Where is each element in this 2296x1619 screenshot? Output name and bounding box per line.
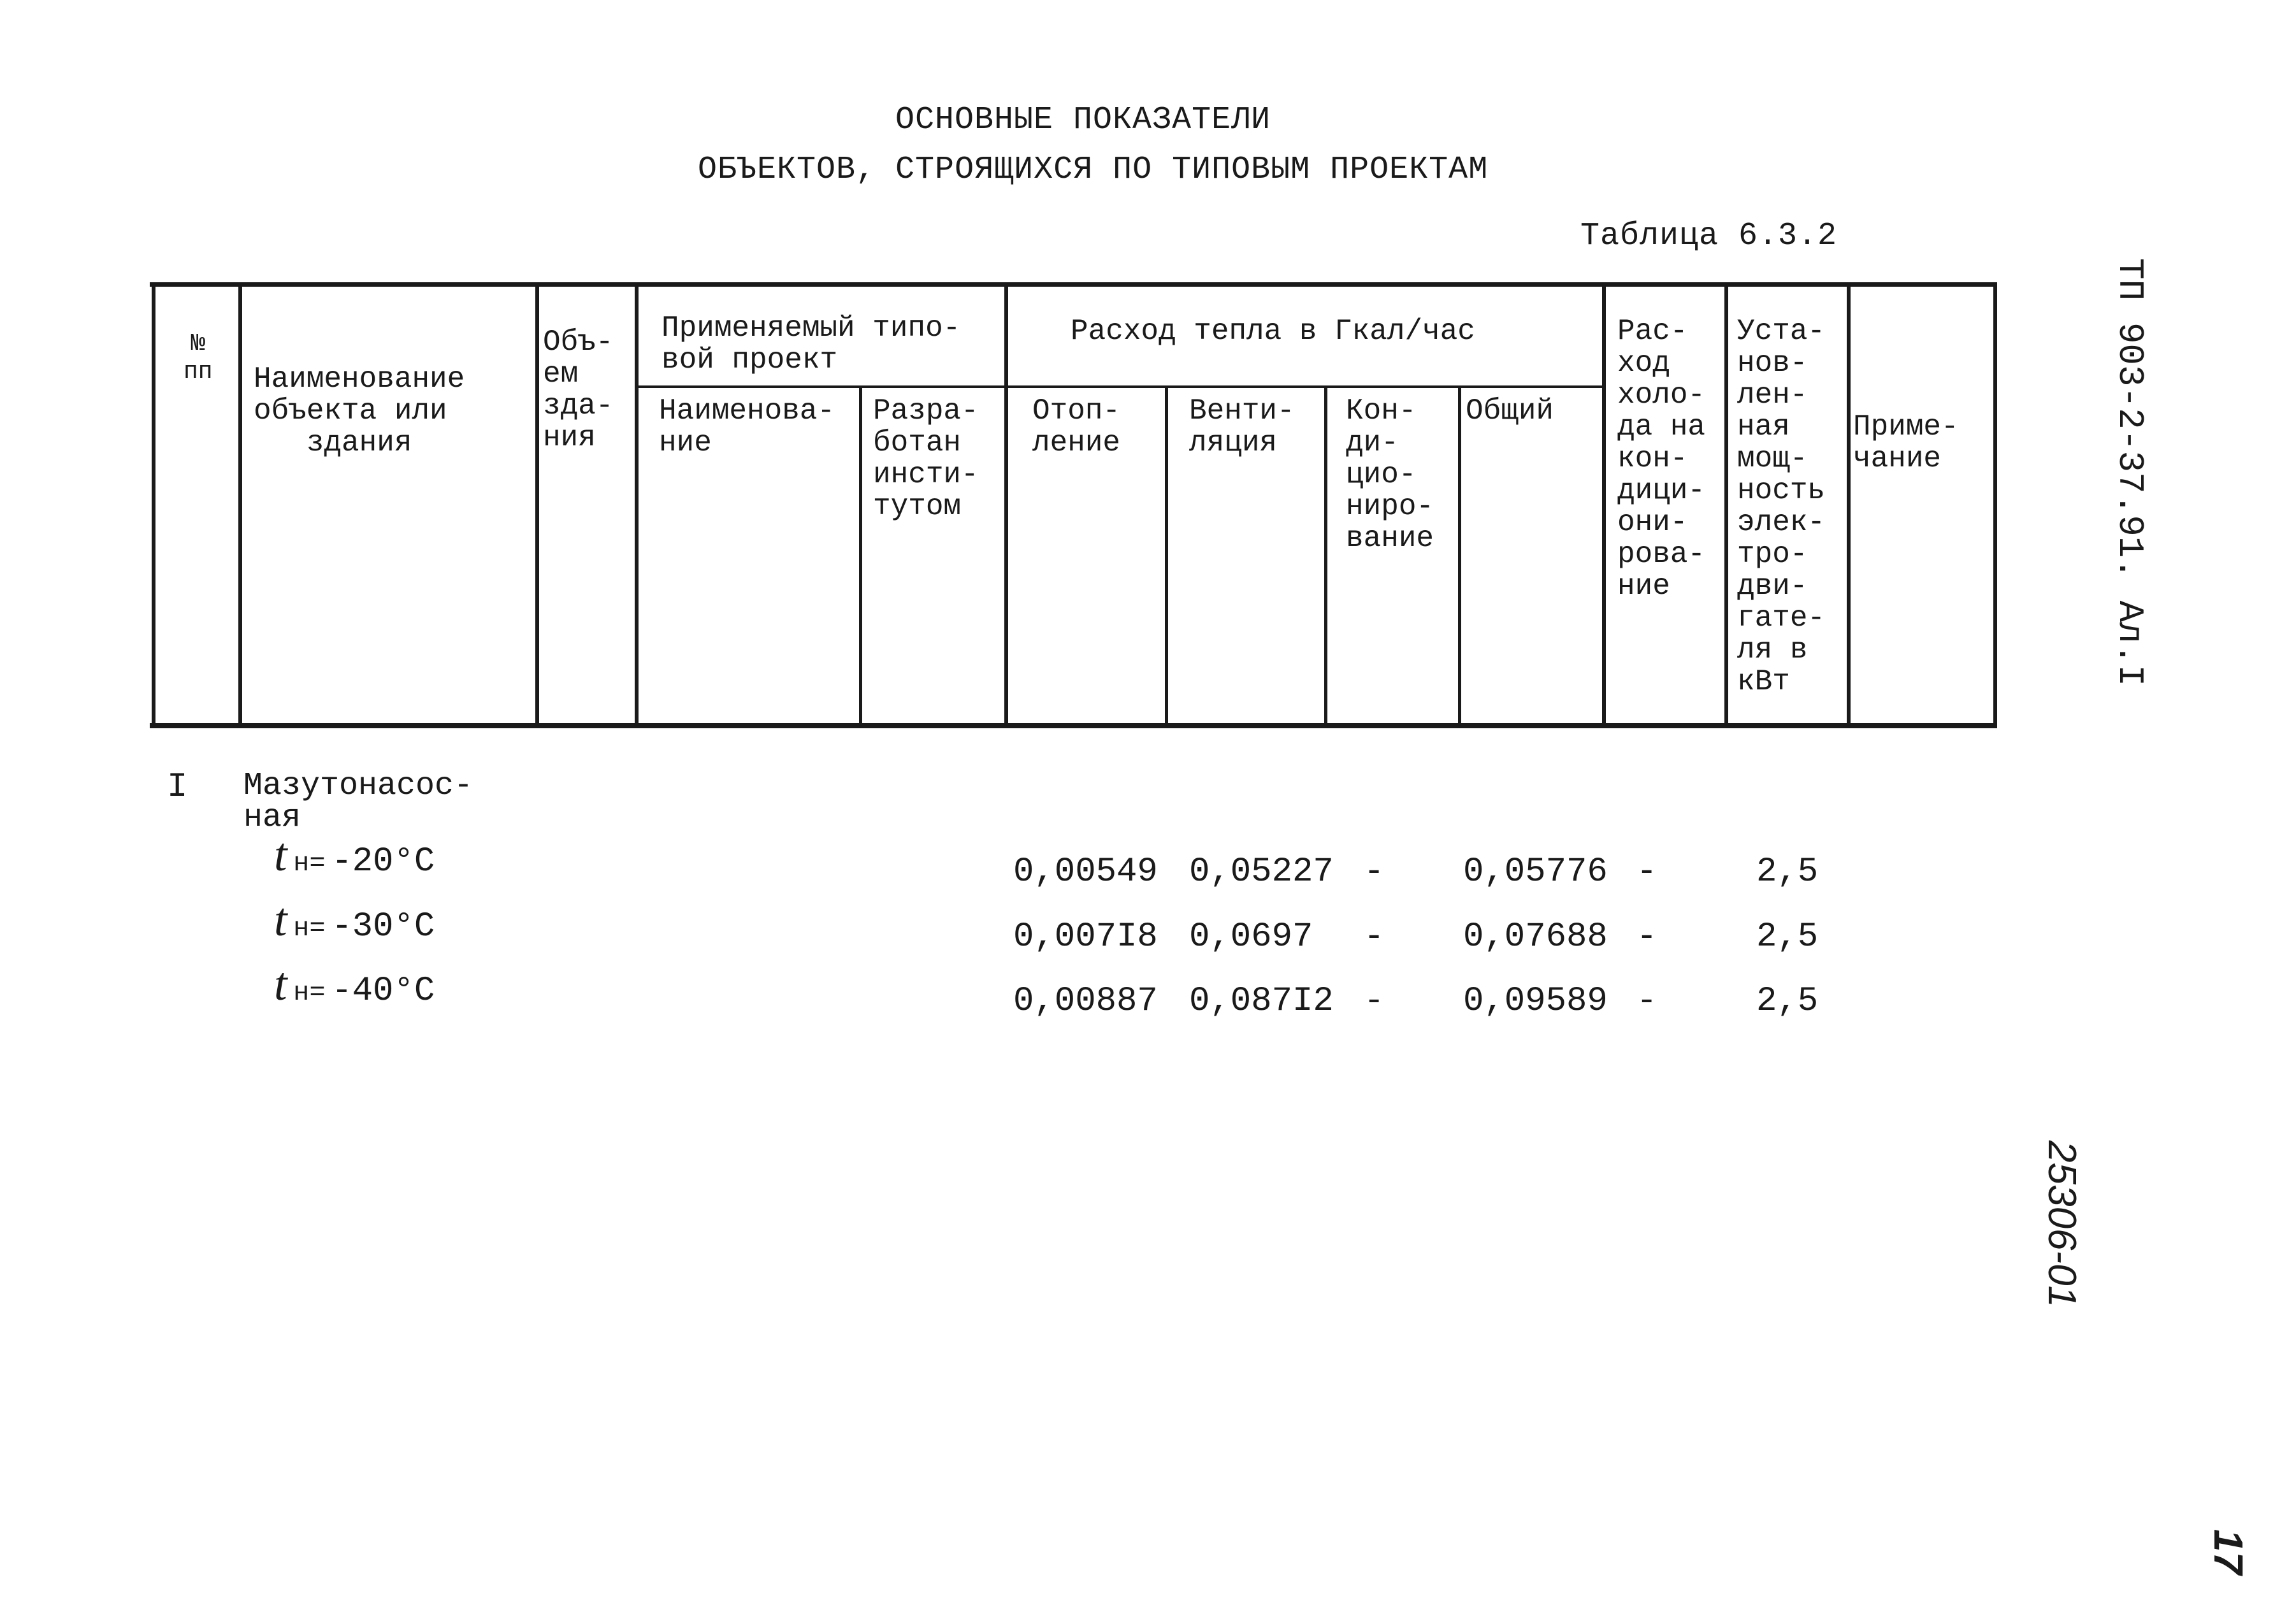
header-heat-consumption: Расход тепла в Гкал/час — [1071, 315, 1475, 348]
temperature-value: -30°С — [331, 907, 435, 946]
header-project-name: Наименова- ние — [659, 394, 835, 459]
side-document-code: ТП 903-2-37.91. Ал.I — [2109, 258, 2150, 687]
col-border-11 — [1847, 282, 1851, 728]
col-border-4 — [859, 385, 862, 728]
power-value: 2,5 — [1756, 917, 1819, 956]
table-header-bottom-border — [150, 723, 1996, 728]
temperature-symbol: t — [274, 958, 287, 1011]
temperature-subscript: н= — [293, 848, 326, 879]
col-border-9 — [1602, 282, 1606, 728]
col-border-8 — [1458, 385, 1461, 728]
header-heating: Отоп- ление — [1032, 394, 1121, 459]
temperature-label — [274, 958, 435, 1012]
object-name-line1: Мазутонасос- — [243, 768, 473, 804]
conditioning-value: - — [1364, 982, 1385, 1021]
col-border-5 — [1004, 282, 1008, 728]
temperature-value: -40°С — [331, 972, 435, 1011]
temperature-label — [274, 828, 435, 882]
cold-value: - — [1636, 982, 1657, 1021]
total-value: 0,07688 — [1463, 917, 1608, 956]
header-conditioning: Кон- ди- цио- ниро- вание — [1346, 394, 1434, 555]
col-border-1 — [238, 282, 242, 728]
power-value: 2,5 — [1756, 982, 1819, 1021]
temperature-value: -20°С — [331, 842, 435, 881]
object-number: I — [167, 768, 188, 807]
header-project-developer: Разра- ботан инсти- тутом — [873, 394, 979, 523]
ventilation-value: 0,05227 — [1189, 853, 1334, 891]
temperature-symbol: t — [274, 894, 287, 946]
subheader-divider-project — [636, 385, 1006, 388]
header-volume: Объ- ем зда- ния — [543, 326, 614, 454]
header-object-name: Наименование объекта или здания — [254, 363, 465, 459]
header-ventilation: Венти- ляция — [1189, 394, 1295, 459]
document-title-line1: ОСНОВНЫЕ ПОКАЗАТЕЛИ — [895, 102, 1271, 138]
temperature-label — [274, 893, 435, 947]
heating-value: 0,00549 — [1013, 853, 1158, 891]
total-value: 0,09589 — [1463, 982, 1608, 1021]
page-number: 17 — [2206, 1529, 2251, 1575]
power-value: 2,5 — [1756, 853, 1819, 891]
ventilation-value: 0,0697 — [1189, 917, 1313, 956]
temperature-symbol: t — [274, 829, 287, 881]
heating-value: 0,00887 — [1013, 982, 1158, 1021]
ventilation-value: 0,087I2 — [1189, 982, 1334, 1021]
col-border-7 — [1324, 385, 1327, 728]
side-inventory-number: 25306-01 — [2040, 1140, 2084, 1308]
cold-value: - — [1636, 917, 1657, 956]
subheader-divider-heat — [1006, 385, 1605, 388]
col-border-10 — [1724, 282, 1728, 728]
table-top-border — [150, 282, 1996, 287]
conditioning-value: - — [1364, 853, 1385, 891]
col-border-2 — [535, 282, 539, 728]
header-typical-project: Применяемый типо- вой проект — [661, 312, 961, 377]
temperature-subscript: н= — [293, 913, 326, 944]
table-label: Таблица 6.3.2 — [1580, 218, 1838, 254]
temperature-subscript: н= — [293, 977, 326, 1008]
col-border-3 — [635, 282, 639, 728]
header-cold-consumption: Рас- ход холо- да на кон- дици- они- рова- ние — [1617, 315, 1706, 603]
object-name-line2: ная — [243, 800, 301, 836]
col-border-12 — [1993, 282, 1997, 728]
heating-value: 0,007I8 — [1013, 917, 1158, 956]
col-border-0 — [152, 282, 155, 728]
header-installed-power: Уста- нов- лен- ная мощ- ность элек- тро- дви- гате- ля в кВт — [1737, 315, 1826, 698]
col-border-6 — [1165, 385, 1168, 728]
conditioning-value: - — [1364, 917, 1385, 956]
header-note: Приме- чание — [1853, 410, 1959, 475]
cold-value: - — [1636, 853, 1657, 891]
document-title-line2: ОБЪЕКТОВ, СТРОЯЩИХСЯ ПО ТИПОВЫМ ПРОЕКТАМ — [698, 152, 1489, 188]
total-value: 0,05776 — [1463, 853, 1608, 891]
header-total: Общий — [1466, 394, 1554, 428]
header-num: № пп — [184, 330, 213, 385]
